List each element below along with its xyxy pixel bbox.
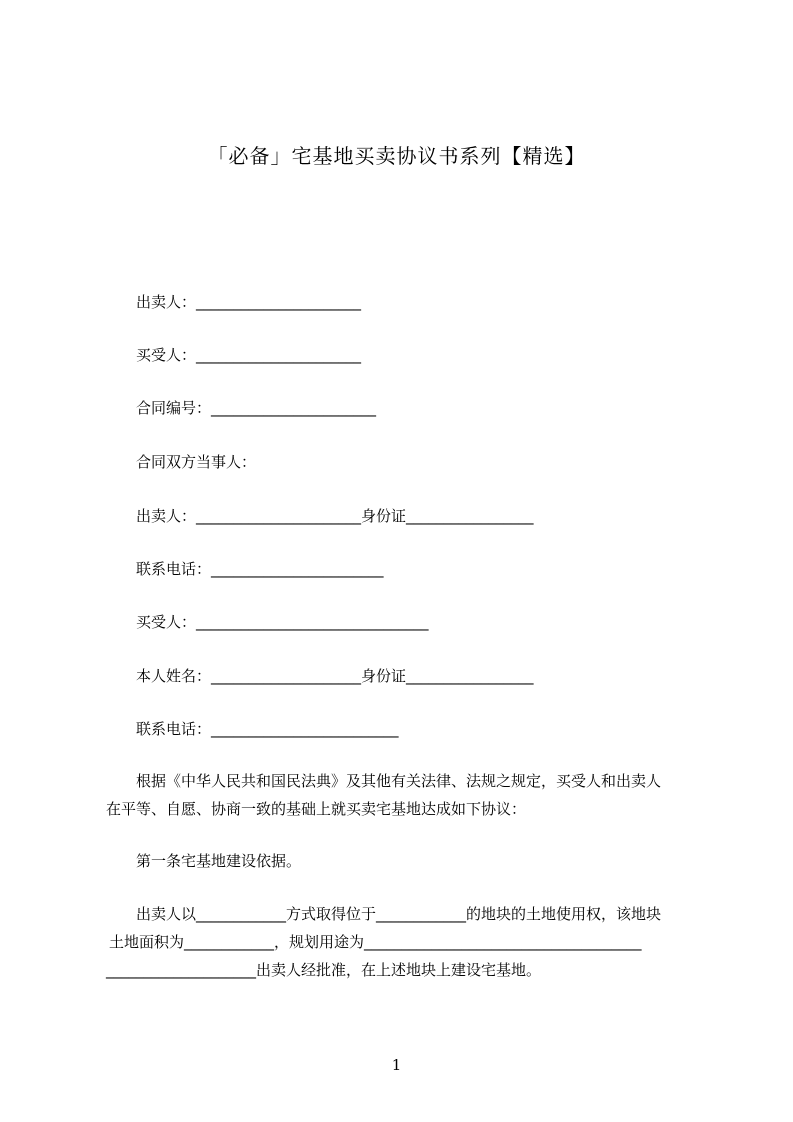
- page-number: 1: [391, 1056, 402, 1074]
- article-1-line-1: 出卖人以____________方式取得位于____________的地块的土地使用权，该地块: [136, 905, 662, 923]
- field-buyer-2: 买受人：_______________________________: [136, 613, 429, 631]
- article-1-paragraph: [106, 900, 706, 984]
- document-title: 「必备」宅基地买卖协议书系列【精选】: [207, 144, 586, 168]
- field-name-id: 本人姓名：____________________身份证_________________: [136, 667, 534, 685]
- intro-line-2: 在平等、自愿、协商一致的基础上就买卖宅基地达成如下协议：: [106, 800, 527, 818]
- article-1-line-2: 土地面积为____________，规划用途为_____________________________________: [109, 933, 642, 951]
- article-1-line-3: ____________________出卖人经批准，在上述地块上建设宅基地。: [106, 961, 542, 979]
- field-parties-heading: 合同双方当事人：: [136, 453, 257, 471]
- field-seller: 出卖人：______________________: [136, 293, 362, 311]
- intro-line-1: 根据《中华人民共和国民法典》及其他有关法律、法规之规定，买受人和出卖人: [136, 772, 662, 790]
- field-seller-id: 出卖人：______________________身份证_________________: [136, 507, 534, 525]
- field-buyer: 买受人：______________________: [136, 346, 362, 364]
- field-contract-number: 合同编号：______________________: [136, 399, 377, 417]
- article-1-heading: 第一条宅基地建设依据。: [136, 852, 302, 870]
- intro-paragraph: [106, 767, 706, 823]
- field-seller-phone: 联系电话：_______________________: [136, 560, 384, 578]
- field-buyer-phone: 联系电话：_________________________: [136, 720, 399, 738]
